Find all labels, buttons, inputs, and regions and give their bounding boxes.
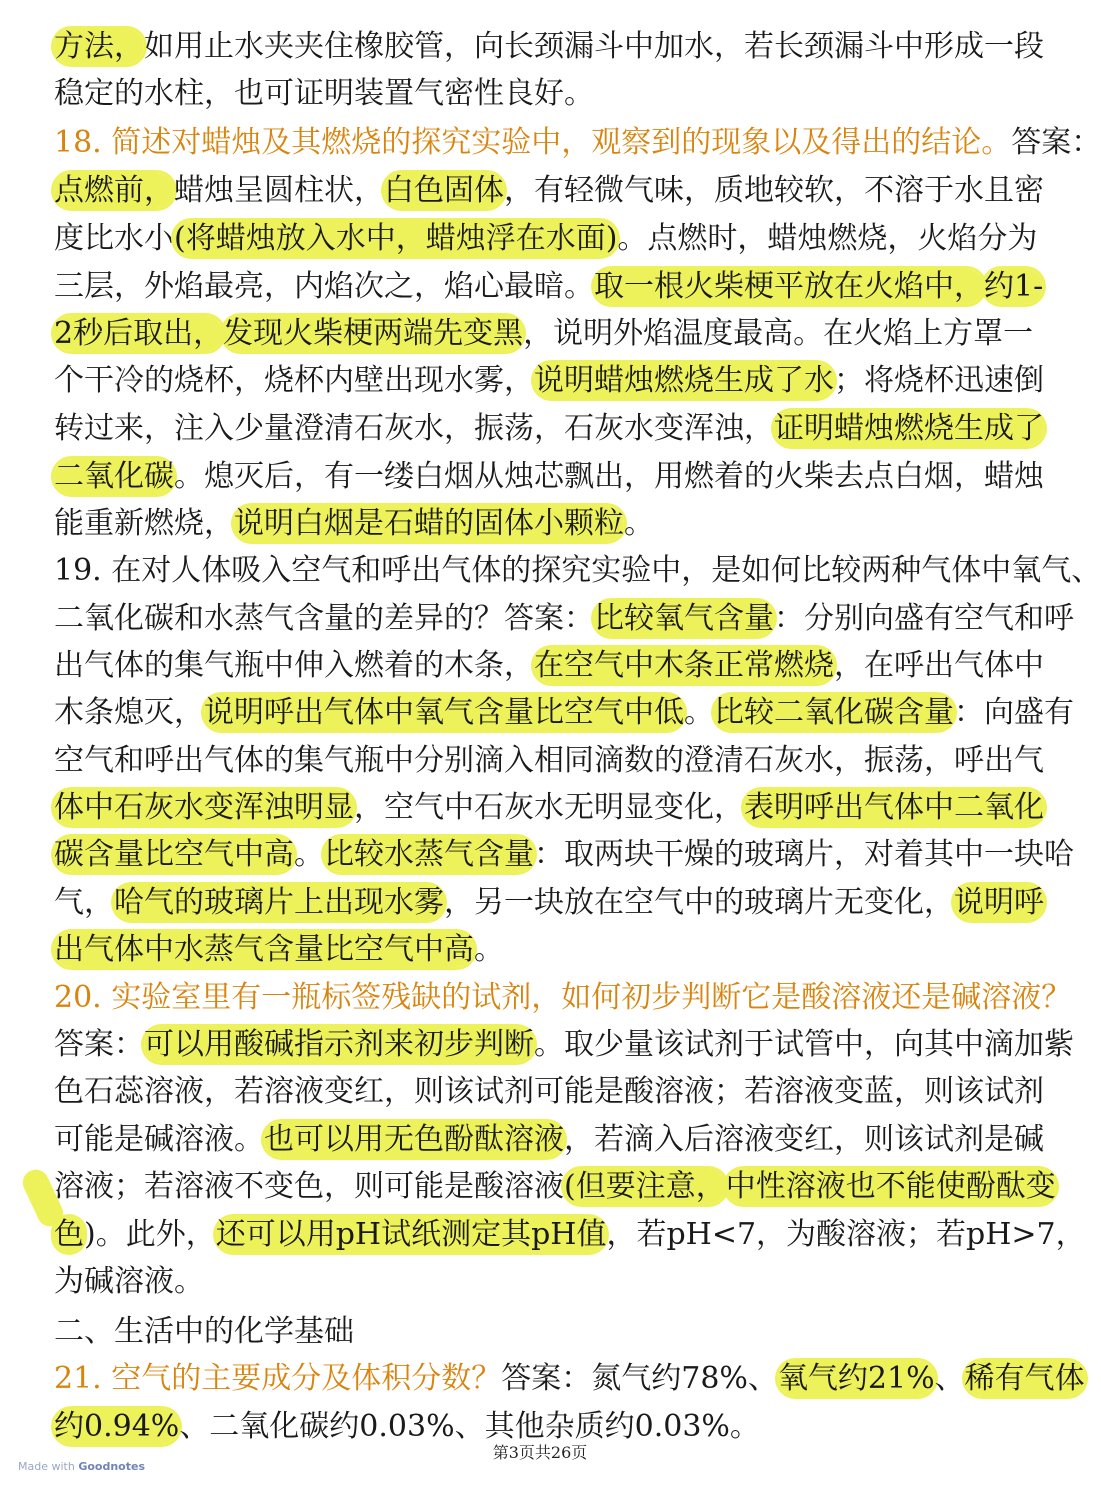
highlighted-text: 可以用酸碱指示剂来初步判断	[144, 1027, 534, 1062]
highlighted-text: 也可以用无色酚酞溶液	[264, 1122, 564, 1157]
text-line	[54, 1356, 1085, 1402]
body-text: 。	[474, 932, 504, 967]
body-text: 19. 在对人体吸入空气和呼出气体的探究实验中，是如何比较两种气体中氧气、	[54, 553, 1101, 588]
body-text: 二氧化碳和水蒸气含量的差异的？答案：	[54, 601, 594, 636]
body-text: 空气和呼出气体的集气瓶中分别滴入相同滴数的澄清石灰水，振荡，呼出气	[54, 743, 1044, 778]
body-text: 能重新燃烧，	[54, 506, 234, 541]
highlighted-text: 色	[54, 1217, 84, 1252]
highlighted-text: 发现火柴梗两端先变黑	[223, 316, 524, 351]
question-text: 20. 实验室里有一瓶标签残缺的试剂，如何初步判断它是酸溶液还是碱溶液？	[54, 980, 1072, 1015]
highlighted-text: 哈气的玻璃片上出现水雾	[114, 885, 444, 920]
body-text: ：取两块干燥的玻璃片，对着其中一块哈	[534, 837, 1074, 872]
highlighted-text: 碳含量比空气中高	[54, 837, 294, 872]
highlighted-text: 出气体中水蒸气含量比空气中高	[54, 932, 474, 967]
body-text: 。点燃时，蜡烛燃烧，火焰分为	[617, 221, 1038, 256]
body-text: 溶液；若溶液不变色，则可能是酸溶液	[54, 1169, 564, 1204]
highlighted-text: (将蜡烛放入水中，蜡烛浮在水面)	[174, 221, 618, 256]
highlighted-text: 说明呼出气体中氧气含量比空气中低	[204, 695, 684, 730]
body-text: ，若pH<7，为酸溶液；若pH>7，	[606, 1217, 1086, 1252]
text-line	[54, 264, 1044, 310]
text-line	[54, 785, 1044, 831]
highlighted-text: 比较氧气含量	[594, 601, 774, 636]
body-text: 出气体的集气瓶中伸入燃着的木条，	[54, 648, 534, 683]
body-text: 稳定的水柱，也可证明装置气密性良好。	[54, 76, 594, 111]
highlighted-text: 中性溶液也不能使酚酞变	[725, 1169, 1056, 1204]
text-line	[54, 71, 1034, 117]
text-line	[54, 1069, 1044, 1115]
body-text: ，在呼出气体中	[834, 648, 1044, 683]
highlighted-text: 比较二氧化碳含量	[714, 695, 954, 730]
highlighted-text: 氧气约21%	[777, 1361, 935, 1396]
section-heading: 二、生活中的化学基础	[54, 1314, 354, 1349]
highlighted-text: 比较水蒸气含量	[324, 837, 534, 872]
highlighted-text: 体中石灰水变浑浊明显	[54, 790, 354, 825]
body-text: 、	[934, 1361, 965, 1396]
text-line	[54, 1309, 1034, 1355]
text-line	[54, 548, 1101, 594]
body-text: ，若滴入后溶液变红，则该试剂是碱	[564, 1122, 1044, 1157]
body-text: 。	[294, 837, 324, 872]
text-line	[54, 832, 1074, 878]
text-line	[54, 216, 1038, 262]
text-line	[54, 1022, 1074, 1068]
body-text: 木条熄灭，	[54, 695, 204, 730]
text-line	[54, 880, 1044, 926]
question-text: 18. 简述对蜡烛及其燃烧的探究实验中，观察到的现象以及得出的结论。	[54, 125, 1012, 160]
text-line	[54, 454, 1044, 500]
body-text: 。	[624, 506, 654, 541]
body-text: 蜡烛呈圆柱状，	[174, 173, 384, 208]
text-line	[54, 1164, 1056, 1210]
body-text: ，空气中石灰水无明显变化，	[354, 790, 744, 825]
body-text: 三层，外焰最亮，内焰次之，焰心最暗。	[54, 269, 594, 304]
highlighted-text: (但要注意，	[564, 1169, 726, 1204]
text-line	[54, 24, 1044, 70]
highlighted-text: 证明蜡烛燃烧生成了	[774, 411, 1044, 446]
body-text: 气，	[54, 885, 114, 920]
body-text: 。熄灭后，有一缕白烟从烛芯飘出，用燃着的火柴去点白烟，蜡烛	[174, 459, 1044, 494]
highlighted-text: 约1-	[984, 269, 1044, 304]
watermark-brand: Goodnotes	[78, 1460, 145, 1473]
body-text: 度比水小	[54, 221, 174, 256]
question-text: 21. 空气的主要成分及体积分数？	[54, 1361, 502, 1396]
text-line	[54, 738, 1044, 784]
text-line	[54, 643, 1044, 689]
body-text: 答案：氮气约78%、	[501, 1361, 778, 1396]
body-text: 、二氧化碳约0.03%、其他杂质约0.03%。	[179, 1409, 760, 1444]
body-text: 如用止水夹夹住橡胶管，向长颈漏斗中加水，若长颈漏斗中形成一段	[144, 29, 1044, 64]
body-text: 。取少量该试剂于试管中，向其中滴加紫	[534, 1027, 1074, 1062]
highlighted-text: 点燃前，	[54, 173, 174, 208]
text-line	[54, 1212, 1086, 1258]
page-number: 第3页共26页	[492, 1443, 588, 1462]
highlighted-text: 在空气中木条正常燃烧	[534, 648, 834, 683]
text-line	[54, 168, 1044, 214]
text-line	[54, 975, 1072, 1021]
text-line	[54, 1117, 1044, 1163]
text-line	[54, 690, 1074, 736]
text-line	[54, 120, 1101, 166]
text-line	[54, 596, 1074, 642]
body-text: ：向盛有	[954, 695, 1074, 730]
body-text: ，说明外焰温度最高。在火焰上方罩一	[523, 316, 1034, 351]
body-text: )。此外，	[84, 1217, 216, 1252]
text-line	[54, 358, 1044, 404]
body-text: ，有轻微气味，质地较软，不溶于水且密	[504, 173, 1044, 208]
highlighted-text: 白色固体	[384, 173, 504, 208]
highlighted-text: 表明呼出气体中二氧化	[744, 790, 1044, 825]
text-line	[54, 406, 1044, 452]
highlighted-text: 还可以用pH试纸测定其pH值	[215, 1217, 607, 1252]
body-text: 个干冷的烧杯，烧杯内壁出现水雾，	[54, 363, 534, 398]
body-text: 转过来，注入少量澄清石灰水，振荡，石灰水变浑浊，	[54, 411, 774, 446]
text-line	[54, 1259, 1034, 1305]
highlighted-text: 说明白烟是石蜡的固体小颗粒	[234, 506, 624, 541]
body-text: 答案：	[1011, 125, 1101, 160]
text-line	[54, 501, 1034, 547]
body-text: ；将烧杯迅速倒	[834, 363, 1044, 398]
body-text: ，另一块放在空气中的玻璃片无变化，	[444, 885, 954, 920]
body-text: 色石蕊溶液，若溶液变红，则该试剂可能是酸溶液；若溶液变蓝，则该试剂	[54, 1074, 1044, 1109]
body-text: 。	[684, 695, 714, 730]
goodnotes-watermark	[18, 1460, 145, 1473]
text-line	[54, 927, 1034, 973]
highlighted-text: 方法，	[54, 29, 144, 64]
highlighted-text: 2秒后取出，	[54, 316, 224, 351]
text-line	[54, 311, 1034, 357]
body-text: 可能是碱溶液。	[54, 1122, 264, 1157]
highlighted-text: 说明呼	[954, 885, 1044, 920]
body-text: 为碱溶液。	[54, 1264, 204, 1299]
body-text: 答案：	[54, 1027, 144, 1062]
highlighted-text: 二氧化碳	[54, 459, 174, 494]
highlighted-text: 约0.94%	[54, 1409, 180, 1444]
highlighted-text: 稀有气体	[964, 1361, 1085, 1396]
highlighted-text: 取一根火柴梗平放在火焰中，	[594, 269, 984, 304]
body-text: ：分别向盛有空气和呼	[774, 601, 1074, 636]
highlighted-text: 说明蜡烛燃烧生成了水	[534, 363, 834, 398]
watermark-prefix: Made with	[18, 1460, 75, 1473]
